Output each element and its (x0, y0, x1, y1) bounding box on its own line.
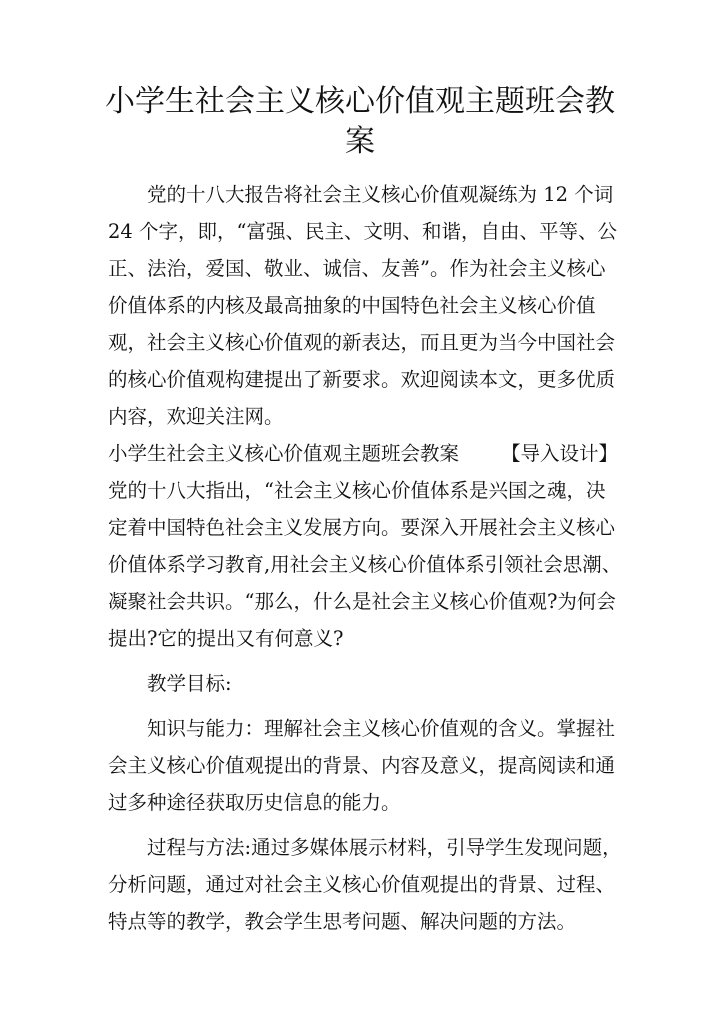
paragraph-line: 24 个字，即，“富强、民主、文明、和谐，自由、平等、公 (108, 220, 617, 243)
intro-design-paragraph (108, 472, 622, 657)
paragraph-line: 党的十八大指出，“社会主义核心价值体系是兴国之魂，决 (108, 479, 606, 502)
document-body (108, 176, 622, 940)
paragraph-line: 会主义核心价值观提出的背景、内容及意义，提高阅读和通 (108, 754, 616, 777)
paragraph-line: 正、法治，爱国、敬业、诚信、友善”。作为社会主义核心 (108, 257, 606, 280)
process-paragraph (108, 829, 622, 940)
paragraph-line: 过多种途径获取历史信息的能力。 (108, 791, 401, 814)
paragraph-line: 提出?它的提出又有何意义? (108, 627, 344, 650)
title-line-1: 小学生社会主义核心价值观主题班会教 (105, 84, 615, 119)
section-heading-title: 小学生社会主义核心价值观主题班会教案 (108, 442, 460, 465)
paragraph-line: 价值体系的内核及最高抽象的中国特色社会主义核心价值 (108, 294, 596, 317)
paragraph-line: 知识与能力：理解社会主义核心价值观的含义。掌握社 (147, 717, 616, 740)
goals-heading: 教学目标: (147, 672, 232, 695)
paragraph-line: 特点等的教学，教会学生思考问题、解决问题的方法。 (108, 910, 577, 933)
paragraph-line: 价值体系学习教育,用社会主义核心价值体系引领社会思潮、 (108, 553, 622, 576)
paragraph-line: 内容，欢迎关注网。 (108, 405, 284, 428)
section-heading-tag: 【导入设计】 (500, 442, 618, 465)
paragraph-line: 过程与方法:通过多媒体展示材料，引导学生发现问题， (147, 836, 622, 859)
paragraph-line: 党的十八大报告将社会主义核心价值观凝练为 12 个词 (147, 183, 614, 206)
section-heading (108, 435, 618, 472)
paragraph-line: 定着中国特色社会主义发展方向。要深入开展社会主义核心 (108, 516, 616, 539)
document-title (0, 82, 720, 162)
title-line-2: 案 (345, 124, 375, 159)
intro-paragraph (108, 176, 618, 435)
paragraph-line: 观，社会主义核心价值观的新表达，而且更为当今中国社会 (108, 331, 616, 354)
knowledge-paragraph (108, 710, 618, 821)
paragraph-line: 凝聚社会共识。“那么，什么是社会主义核心价值观?为何会 (108, 590, 616, 613)
paragraph-line: 分析问题，通过对社会主义核心价值观提出的背景、过程、 (108, 873, 616, 896)
paragraph-line: 的核心价值观构建提出了新要求。欢迎阅读本文，更多优质 (108, 368, 616, 391)
